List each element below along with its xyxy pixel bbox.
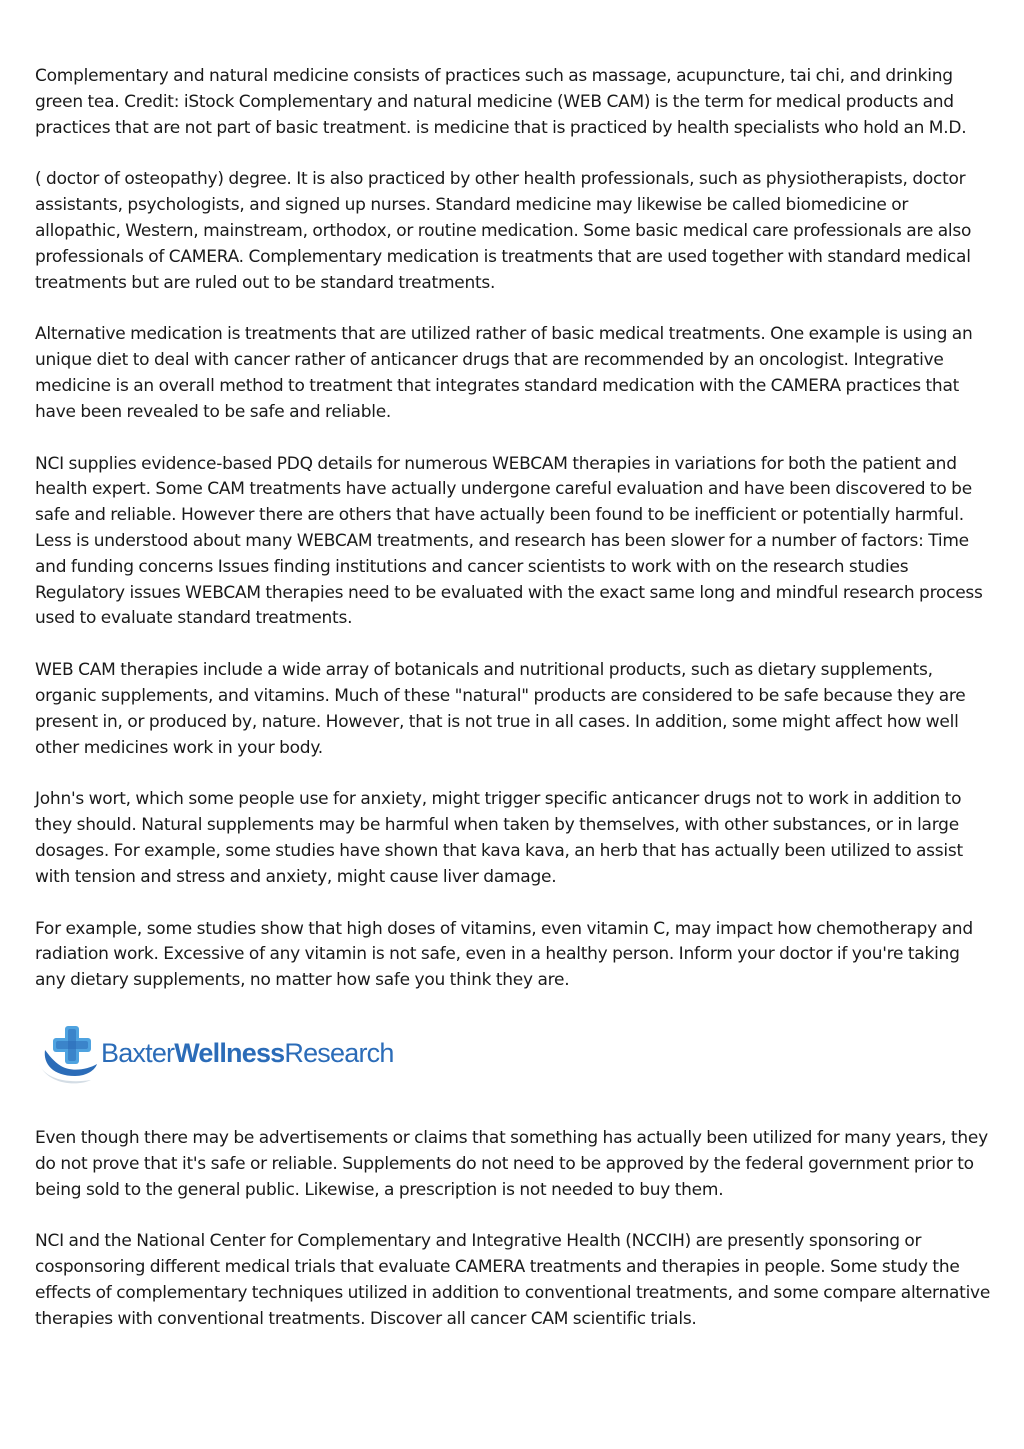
baxter-wellness-research-logo <box>35 1020 395 1092</box>
paragraph-4: NCI supplies evidence-based PDQ details for numerous WEBCAM therapies in variations for both the patient and health expert. Some CAM treatments have actually undergone careful evaluation and have been discovered to be safe and reliable. However there are others that have actually been found to be inefficient or potentially harmful. Less is understood about many WEBCAM treatments, and research has been slower for a number of factors: Time and funding concerns Issues finding institutions and cancer scientists to work with on the research studies Regulatory issues WEBCAM therapies need to be evaluated with the exact same long and mindful research process used to evaluate standard treatments. <box>35 453 983 629</box>
paragraph-9: NCI and the National Center for Complementary and Integrative Health (NCCIH) are presently sponsoring or cosponsoring different medical trials that evaluate CAMERA treatments and therapies in people. Some study the effects of complementary techniques utilized in addition to conventional treatments, and some compare alternative therapies with conventional treatments. Discover all cancer CAM scientific trials. <box>35 1231 991 1329</box>
paragraph-2: ( doctor of osteopathy) degree. It is also practiced by other health professionals, such as physiotherapists, doctor assistants, psychologists, and signed up nurses. Standard medicine may likewise be called biomedicine or allopathic, Western, mainstream, orthodox, or routine medication. Some basic medical care professionals are also professionals of CAMERA. Complementary medication is treatments that are used together with standard medical treatments but are ruled out to be standard treatments. <box>35 169 972 293</box>
paragraph-8: Even though there may be advertisements or claims that something has actually been utilized for many years, they do not prove that it's safe or reliable. Supplements do not need to be approved by the federal government prior to being sold to the general public. Likewise, a prescription is not needed to buy them. <box>35 1127 988 1200</box>
medical-cross-hand-icon <box>39 1026 97 1083</box>
paragraph-5: WEB CAM therapies include a wide array of botanicals and nutritional products, such as dietary supplements, organic supplements, and vitamins. Much of these "natural" products are considered to be safe because they are present in, or produced by, nature. However, that is not true in all cases. In addition, some might affect how well other medicines work in your body. <box>35 660 966 758</box>
paragraph-7: For example, some studies show that high doses of vitamins, even vitamin C, may impact how chemotherapy and radiation work. Excessive of any vitamin is not safe, even in a healthy person. Inform your doctor if you're taking any dietary supplements, no matter how safe you think they are. <box>35 918 973 991</box>
paragraph-3: Alternative medication is treatments that are utilized rather of basic medical treatments. One example is using an unique diet to deal with cancer rather of anticancer drugs that are recommended by an oncologist. Integrative medicine is an overall method to treatment that integrates standard medication with the CAMERA practices that have been revealed to be safe and reliable. <box>35 324 973 422</box>
paragraph-1: Complementary and natural medicine consists of practices such as massage, acupuncture, tai chi, and drinking green tea. Credit: iStock Complementary and natural medicine (WEB CAM) is the term for medical products and practices that are not part of basic treatment. is medicine that is practiced by health specialists who hold an M.D. <box>35 66 967 138</box>
article-body <box>35 64 993 1358</box>
logo-text-wellness: Wellness <box>174 1037 285 1068</box>
logo-text-research: Research <box>284 1037 394 1068</box>
paragraph-6: John's wort, which some people use for anxiety, might trigger specific anticancer drugs not to work in addition to they should. Natural supplements may be harmful when taken by themselves, with other substances, or in large dosages. For example, some studies have shown that kava kava, an herb that has actually been utilized to assist with tension and stress and anxiety, might cause liver damage. <box>35 789 963 887</box>
logo-text-baxter: Baxter <box>101 1037 175 1068</box>
svg-text:BaxterWellnessResearch <box>101 1038 394 1068</box>
